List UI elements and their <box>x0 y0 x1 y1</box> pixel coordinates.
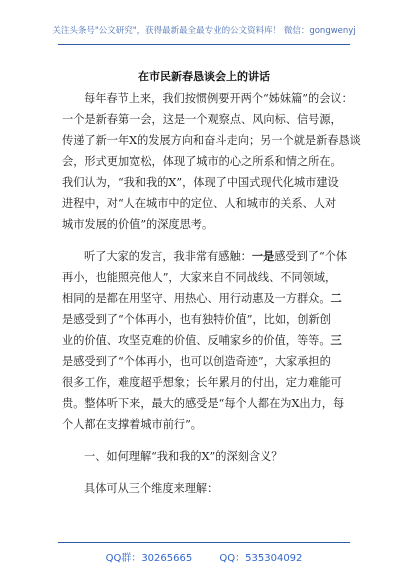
document-body <box>62 88 361 499</box>
qq-group-text: QQ群：30265665 <box>105 553 193 564</box>
paragraph-2 <box>62 246 352 435</box>
text-line <box>62 330 352 351</box>
heading-text: 一、如何理解“我和我的X”的深刻含义？ <box>84 450 283 463</box>
text-line <box>62 288 352 309</box>
text-line: 城市发展的价值”的深度思考。 <box>62 218 214 231</box>
text-run: 听了大家的发言，我非常有感触： <box>84 250 252 263</box>
text-line: 是感受到了“个体再小，也有独特价值”，比如，创新创 <box>62 313 331 326</box>
section-heading <box>62 446 352 467</box>
document-title: 在市民新春恳谈会上的讲话 <box>138 70 270 83</box>
text-line <box>62 246 352 267</box>
text-run: 业的价值、攻坚克难的价值、反哺家乡的价值，等等。 <box>62 334 331 347</box>
text-line: 传递了新一年X的发展方向和奋斗走向；另一个就是新春恳谈 <box>62 134 361 147</box>
page-header: 关注头条号"公文研究"，获得最新最全最专业的公文资料库！ 微信：gongwenyj <box>52 26 356 36</box>
text-run: 感受到了“个体 <box>274 250 348 263</box>
text-line: 每年春节上来，我们按惯例要开两个“姊妹篇”的会议： <box>84 92 353 105</box>
emphasis-text: 一是 <box>251 249 275 263</box>
paragraph-3 <box>62 478 352 499</box>
qq-text: QQ：535304092 <box>219 553 303 564</box>
emphasis-text: 三 <box>330 333 342 347</box>
text-line: 一个是新春第一会，这是一个观察点、风向标、信号源， <box>62 113 342 126</box>
emphasis-text: 二 <box>330 291 342 305</box>
header-rule <box>58 44 350 45</box>
footer-rule <box>58 542 350 543</box>
text-line: 很多工作，难度超乎想象；长年累月的付出，定力难能可 <box>62 376 342 389</box>
paragraph-1 <box>62 88 361 235</box>
text-line: 我们认为，“我和我的X”，体现了中国式现代化城市建设 <box>62 176 339 189</box>
text-line: 进程中，对“人在城市中的定位、人和城市的关系、人对 <box>62 197 337 210</box>
text-line: 再小，也能照亮他人”，大家来自不同战线、不同领域， <box>62 271 337 284</box>
text-line: 是感受到了“个体再小，也可以创造奇迹”，大家承担的 <box>62 355 331 368</box>
text-line: 个人都在支撑着城市前行”。 <box>62 418 202 431</box>
text-line: 会，形式更加宽松，体现了城市的心之所系和情之所在。 <box>62 155 342 168</box>
page-footer <box>0 549 408 564</box>
text-run: 相同的是都在用坚守、用热心、用行动惠及一方群众。 <box>62 292 331 305</box>
text-line: 具体可从三个维度来理解： <box>84 482 219 495</box>
text-line: 贵。整体听下来，最大的感受是“每个人都在为X出力，每 <box>62 397 345 410</box>
